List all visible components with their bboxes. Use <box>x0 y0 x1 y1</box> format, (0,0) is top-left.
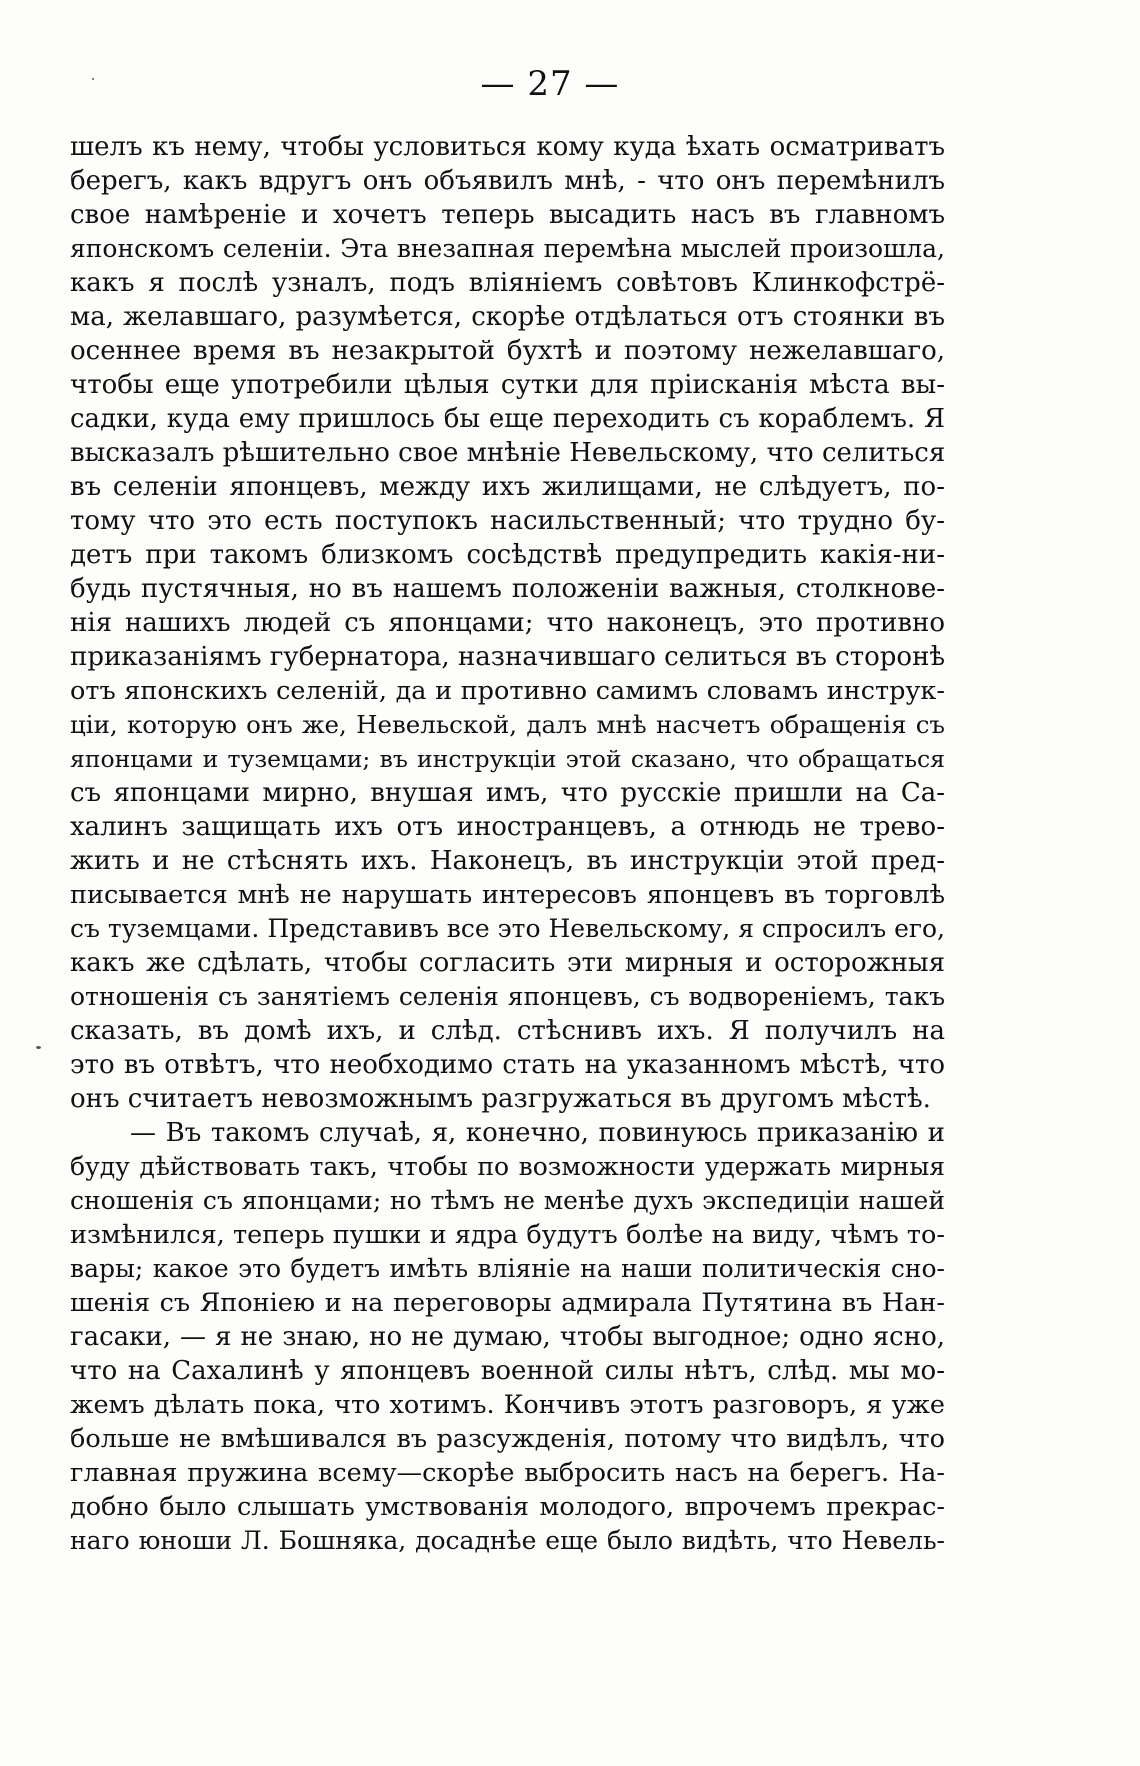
text-line: детъ при такомъ близкомъ сосѣдствѣ предупредить какія-ни- <box>70 540 945 570</box>
text-line: съ японцами мирно, внушая имъ, что русскіе пришли на Са- <box>70 778 945 808</box>
text-line: какъ же сдѣлать, чтобы согласить эти мирныя и осторожныя <box>70 948 945 978</box>
text-line: ма, желавшаго, разумѣется, скорѣе отдѣлаться отъ стоянки въ <box>70 302 945 332</box>
body-text <box>70 130 945 1558</box>
text-line: это въ отвѣтъ, что необходимо стать на указанномъ мѣстѣ, что <box>70 1050 945 1080</box>
text-line: берегъ, какъ вдругъ онъ объявилъ мнѣ, - что онъ перемѣнилъ <box>70 166 945 196</box>
text-line: сношенія съ японцами; но тѣмъ не менѣе духъ экспедиціи нашей <box>70 1186 945 1215</box>
text-line: — Въ такомъ случаѣ, я, конечно, повинуюсь приказанію и <box>130 1118 945 1148</box>
text-line: измѣнился, теперь пушки и ядра будутъ болѣе на виду, чѣмъ то- <box>70 1220 945 1250</box>
page-number: — 27 — <box>480 64 620 104</box>
text-line: ціи, которую онъ же, Невельской, далъ мнѣ насчетъ обращенія съ <box>70 710 945 739</box>
text-line: садки, куда ему пришлось бы еще переходить съ кораблемъ. Я <box>70 404 945 434</box>
text-line: вары; какое это будетъ имѣть вліяніе на наши политическія сно- <box>70 1254 945 1283</box>
text-line: осеннее время въ незакрытой бухтѣ и поэтому нежелавшаго, <box>70 336 945 366</box>
text-line: чтобы еще употребили цѣлыя сутки для прiисканія мѣста вы- <box>70 370 945 400</box>
text-line: приказаніямъ губернатора, назначившаго селиться въ сторонѣ <box>70 642 945 672</box>
text-line: съ туземцами. Представивъ все это Невельскому, я спросилъ его, <box>70 914 945 943</box>
text-line: какъ я послѣ узналъ, подъ вліяніемъ совѣтовъ Клинкофстрё- <box>70 268 945 298</box>
text-line: жить и не стѣснять ихъ. Наконецъ, въ инструкціи этой пред- <box>70 846 945 876</box>
text-line: жемъ дѣлать пока, что хотимъ. Кончивъ этотъ разговоръ, я уже <box>70 1390 945 1420</box>
text-line: будь пустячныя, но въ нашемъ положеніи важныя, столкнове- <box>70 574 945 604</box>
text-line: что на Сахалинѣ у японцевъ военной силы нѣтъ, слѣд. мы мо- <box>70 1356 945 1386</box>
text-line: шелъ къ нему, чтобы условиться кому куда ѣхать осматриватъ <box>70 132 945 162</box>
print-speck <box>36 1046 41 1049</box>
text-line: тому что это есть поступокъ насильственный; что трудно бу- <box>70 506 945 536</box>
text-line: японскомъ селеніи. Эта внезапная перемѣна мыслей произошла, <box>70 234 945 263</box>
text-line: отношенія съ занятіемъ селенія японцевъ, съ водвореніемъ, такъ <box>70 982 945 1011</box>
text-line: нія нашихъ людей съ японцами; что наконецъ, это противно <box>70 608 945 638</box>
text-line: отъ японскихъ селеній, да и противно самимъ словамъ инструк- <box>70 676 945 706</box>
text-line: буду дѣйствовать такъ, чтобы по возможности удержать мирныя <box>70 1152 945 1181</box>
text-line: больше не вмѣшивался въ разсужденія, потому что видѣлъ, что <box>70 1424 945 1454</box>
text-line: въ селеніи японцевъ, между ихъ жилищами, не слѣдуетъ, по- <box>70 472 945 502</box>
text-line: сказать, въ домѣ ихъ, и слѣд. стѣснивъ ихъ. Я получилъ на <box>70 1016 945 1046</box>
text-line: писывается мнѣ не нарушать интересовъ японцевъ въ торговлѣ <box>70 880 945 910</box>
print-speck <box>92 78 94 80</box>
text-line: халинъ защищать ихъ отъ иностранцевъ, а отнюдь не трево- <box>70 812 945 842</box>
text-line: японцами и туземцами; въ инструкціи этой сказано, что обращаться <box>70 745 945 773</box>
text-line: главная пружина всему—скорѣе выбросить насъ на берегъ. На- <box>70 1458 945 1488</box>
text-line: гасаки, — я не знаю, но не думаю, чтобы выгодное; одно ясно, <box>70 1322 945 1352</box>
text-line: добно было слышать умствованія молодого, впрочемъ прекрас- <box>70 1492 945 1522</box>
text-line: свое намѣреніе и хочетъ теперь высадить насъ въ главномъ <box>70 200 945 230</box>
text-line: шенія съ Японіею и на переговоры адмирала Путятина въ Нан- <box>70 1288 945 1318</box>
text-line: наго юноши Л. Бошняка, досаднѣе еще было видѣть, что Невель- <box>70 1526 945 1555</box>
text-line: высказалъ рѣшительно свое мнѣніе Невельскому, что селиться <box>70 438 945 468</box>
text-line: онъ считаетъ невозможнымъ разгружаться въ другомъ мѣстѣ. <box>70 1084 931 1114</box>
